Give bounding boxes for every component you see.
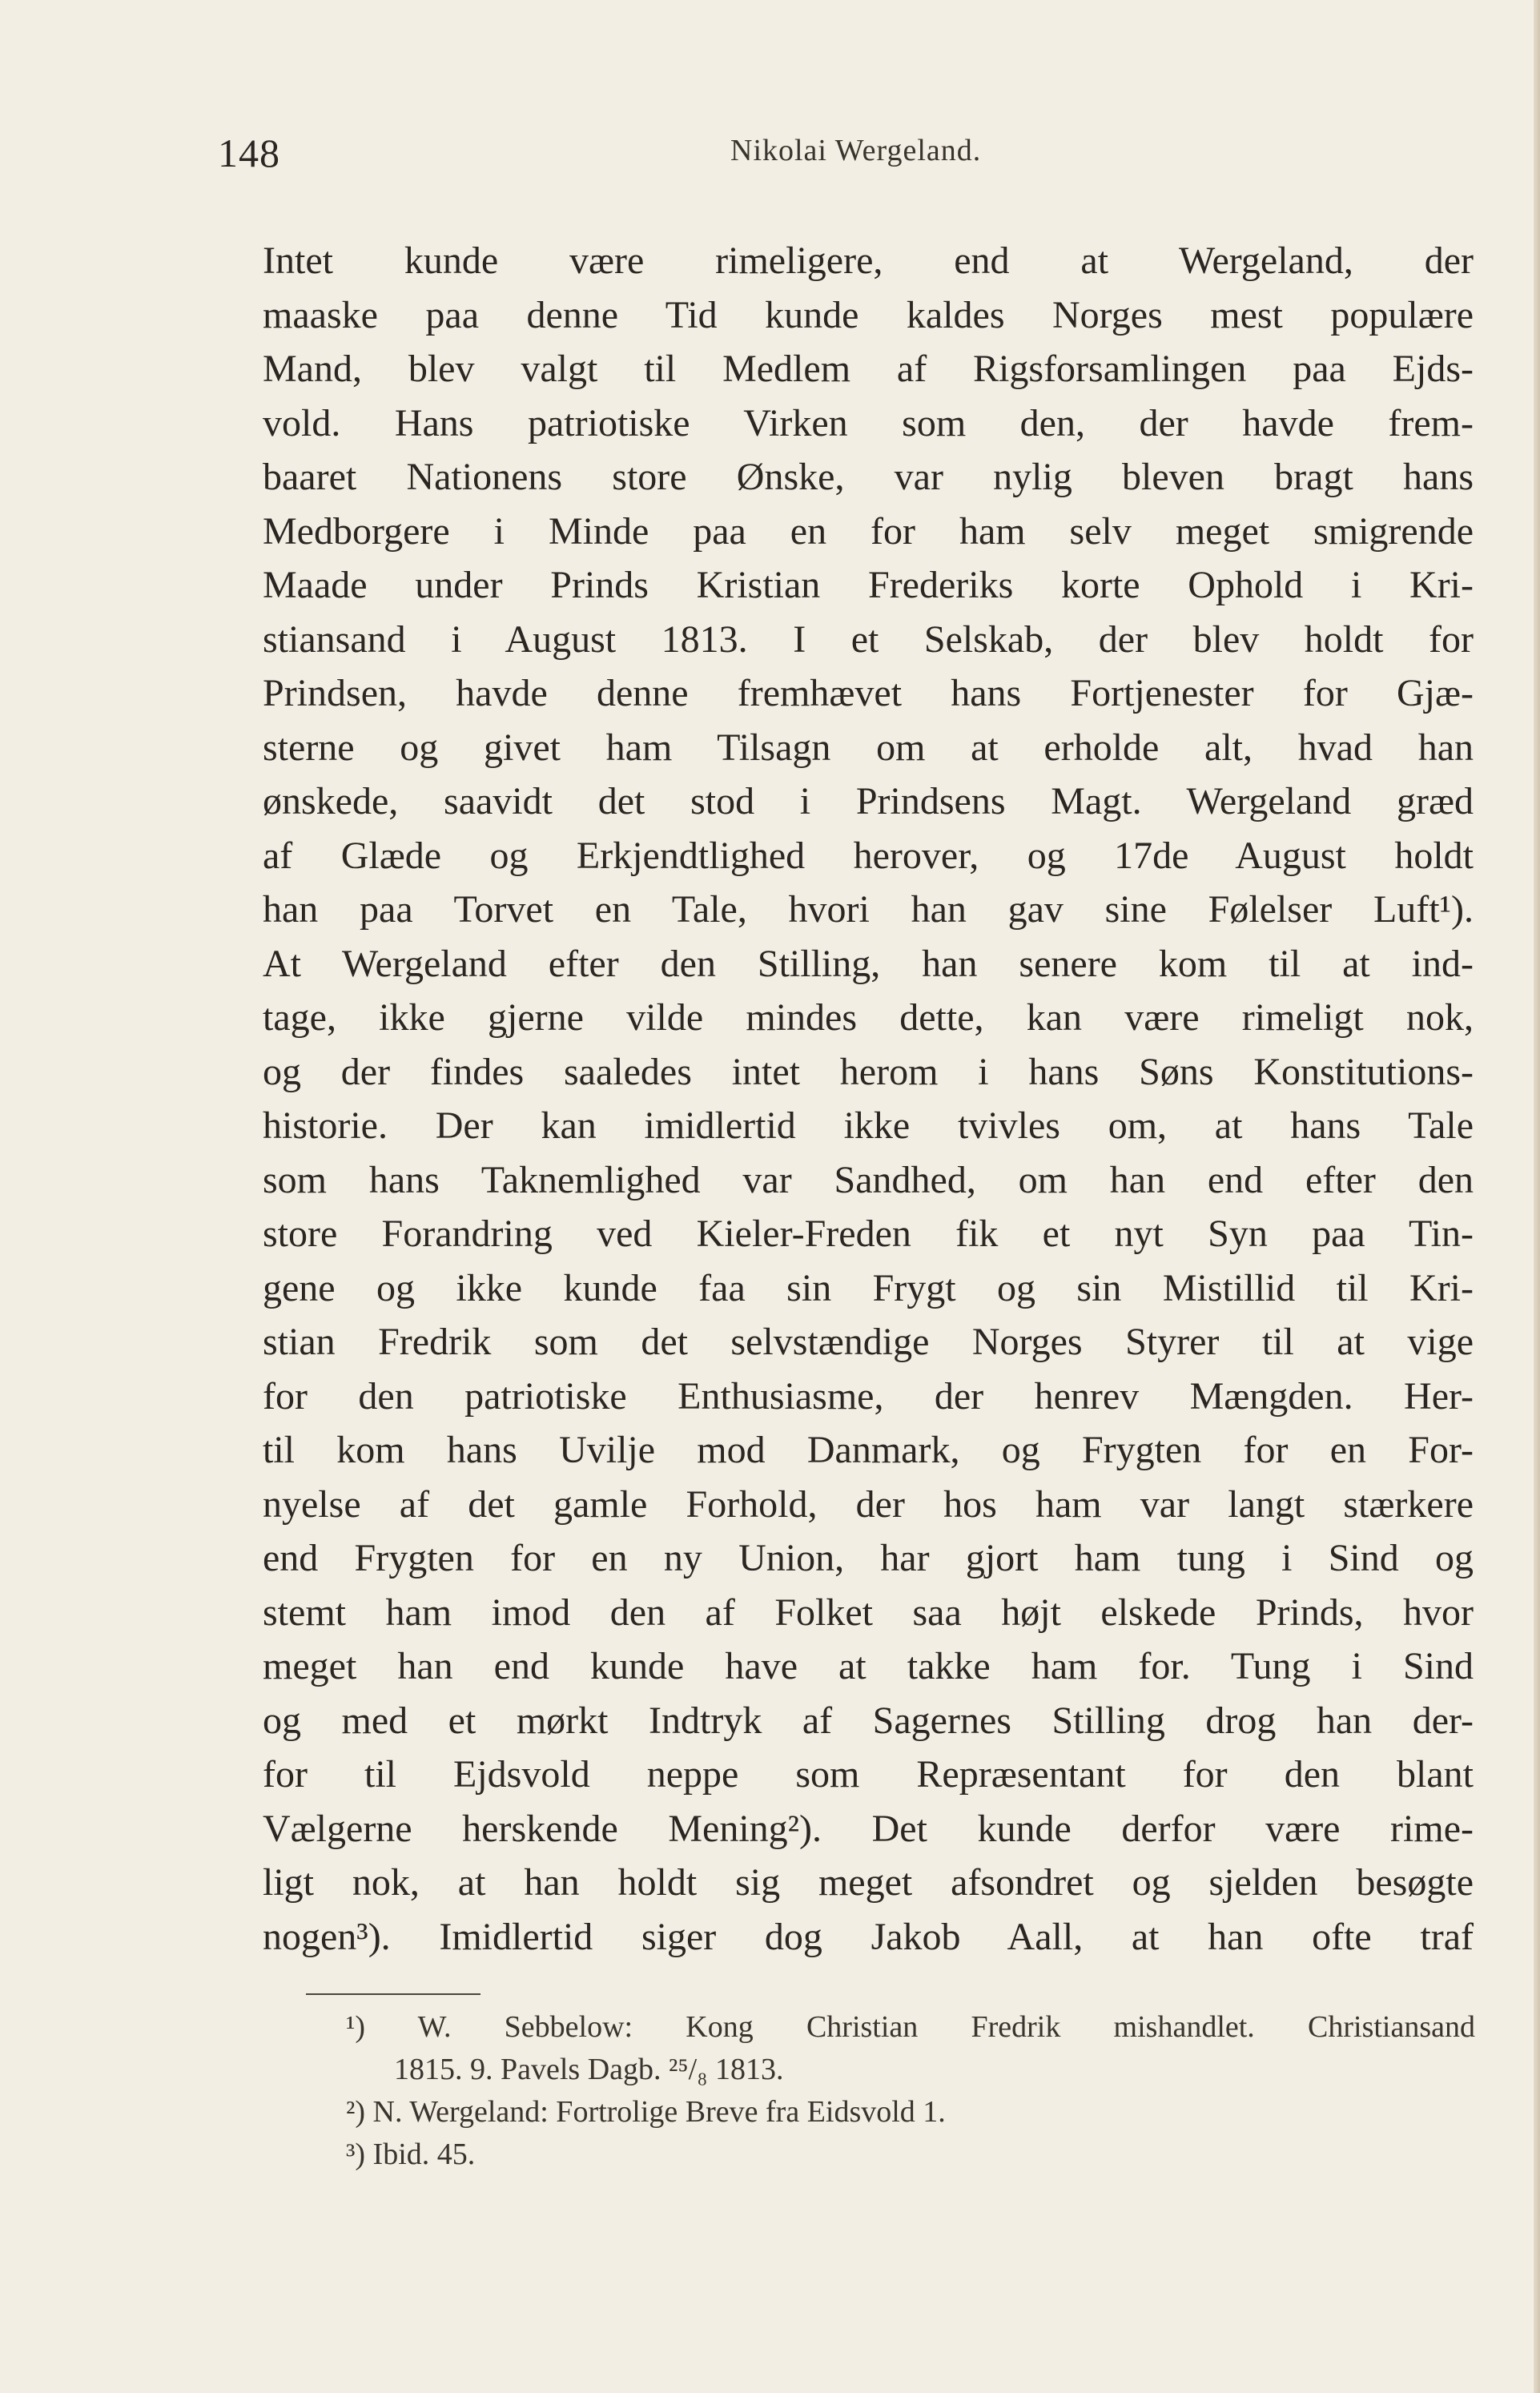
body-line: meget han end kunde have at takke ham for. Tung i Sind: [263, 1645, 1474, 1687]
body-line: han paa Torvet en Tale, hvori han gav sine Følelser Luft¹).: [263, 888, 1474, 931]
footnote-line: 1815. 9. Pavels Dagb. ²⁵/₈ 1813.: [394, 2053, 784, 2086]
body-line: At Wergeland efter den Stilling, han senere kom til at ind-: [263, 942, 1474, 985]
body-text: [263, 234, 1474, 1964]
page-number: 148: [218, 131, 280, 175]
body-line: vold. Hans patriotiske Virken som den, der havde frem-: [263, 401, 1474, 444]
body-line: og der findes saaledes intet herom i hans Søns Konstitutions-: [263, 1050, 1474, 1093]
footnote-line: ¹) W. Sebbelow: Kong Christian Fredrik mishandlet. Christiansand: [346, 2010, 1475, 2044]
body-line: tage, ikke gjerne vilde mindes dette, kan være rimeligt nok,: [263, 996, 1474, 1039]
body-line: ligt nok, at han holdt sig meget afsondret og sjelden besøgte: [263, 1861, 1474, 1904]
body-line: gene og ikke kunde faa sin Frygt og sin Mistillid til Kri-: [263, 1266, 1474, 1309]
body-line: for den patriotiske Enthusiasme, der henrev Mængden. Her-: [263, 1374, 1474, 1418]
body-line: nogen³). Imidlertid siger dog Jakob Aall, at han ofte traf: [263, 1915, 1474, 1958]
running-title: Nikolai Wergeland.: [730, 134, 982, 167]
body-line: Medborgere i Minde paa en for ham selv meget smigrende: [263, 509, 1474, 553]
footnote-line: ³) Ibid. 45.: [346, 2138, 476, 2171]
body-line: store Forandring ved Kieler-Freden fik et nyt Syn paa Tin-: [263, 1213, 1474, 1255]
page-edge: [1534, 0, 1540, 2393]
body-line: af Glæde og Erkjendtlighed herover, og 17de August holdt: [263, 834, 1474, 877]
page-header: [218, 130, 1483, 186]
body-line: nyelse af det gamle Forhold, der hos ham var langt stærkere: [263, 1482, 1474, 1526]
body-line: historie. Der kan imidlertid ikke tvivles om, at hans Tale: [263, 1104, 1474, 1147]
body-line: Maade under Prinds Kristian Frederiks korte Ophold i Kri-: [263, 564, 1474, 606]
body-line: stemt ham imod den af Folket saa højt elskede Prinds, hvor: [263, 1591, 1474, 1634]
body-line: ønskede, saavidt det stod i Prindsens Magt. Wergeland græd: [263, 780, 1474, 822]
body-line: maaske paa denne Tid kunde kaldes Norges mest populære: [263, 293, 1474, 336]
body-line: Mand, blev valgt til Medlem af Rigsforsamlingen paa Ejds-: [263, 348, 1474, 390]
body-line: som hans Taknemlighed var Sandhed, om han end efter den: [263, 1158, 1474, 1201]
body-line: end Frygten for en ny Union, har gjort ham tung i Sind og: [263, 1537, 1474, 1579]
body-line: til kom hans Uvilje mod Danmark, og Frygten for en For-: [263, 1429, 1474, 1471]
footnote-divider: [306, 1993, 480, 1995]
body-line: Intet kunde være rimeligere, end at Wergeland, der: [263, 239, 1474, 282]
body-line: stian Fredrik som det selvstændige Norges Styrer til at vige: [263, 1321, 1474, 1363]
body-line: sterne og givet ham Tilsagn om at erholde alt, hvad han: [263, 726, 1474, 769]
body-line: Prindsen, havde denne fremhævet hans Fortjenester for Gjæ-: [263, 672, 1474, 714]
body-line: Vælgerne herskende Mening²). Det kunde derfor være rime-: [263, 1807, 1474, 1850]
body-line: for til Ejdsvold neppe som Repræsentant for den blant: [263, 1753, 1474, 1796]
footnotes: [346, 2006, 1475, 2176]
footnote-line: ²) N. Wergeland: Fortrolige Breve fra Eidsvold 1.: [346, 2095, 946, 2129]
body-line: stiansand i August 1813. I et Selskab, der blev holdt for: [263, 617, 1474, 661]
body-line: baaret Nationens store Ønske, var nylig bleven bragt hans: [263, 456, 1474, 498]
body-line: og med et mørkt Indtryk af Sagernes Stilling drog han der-: [263, 1699, 1474, 1742]
